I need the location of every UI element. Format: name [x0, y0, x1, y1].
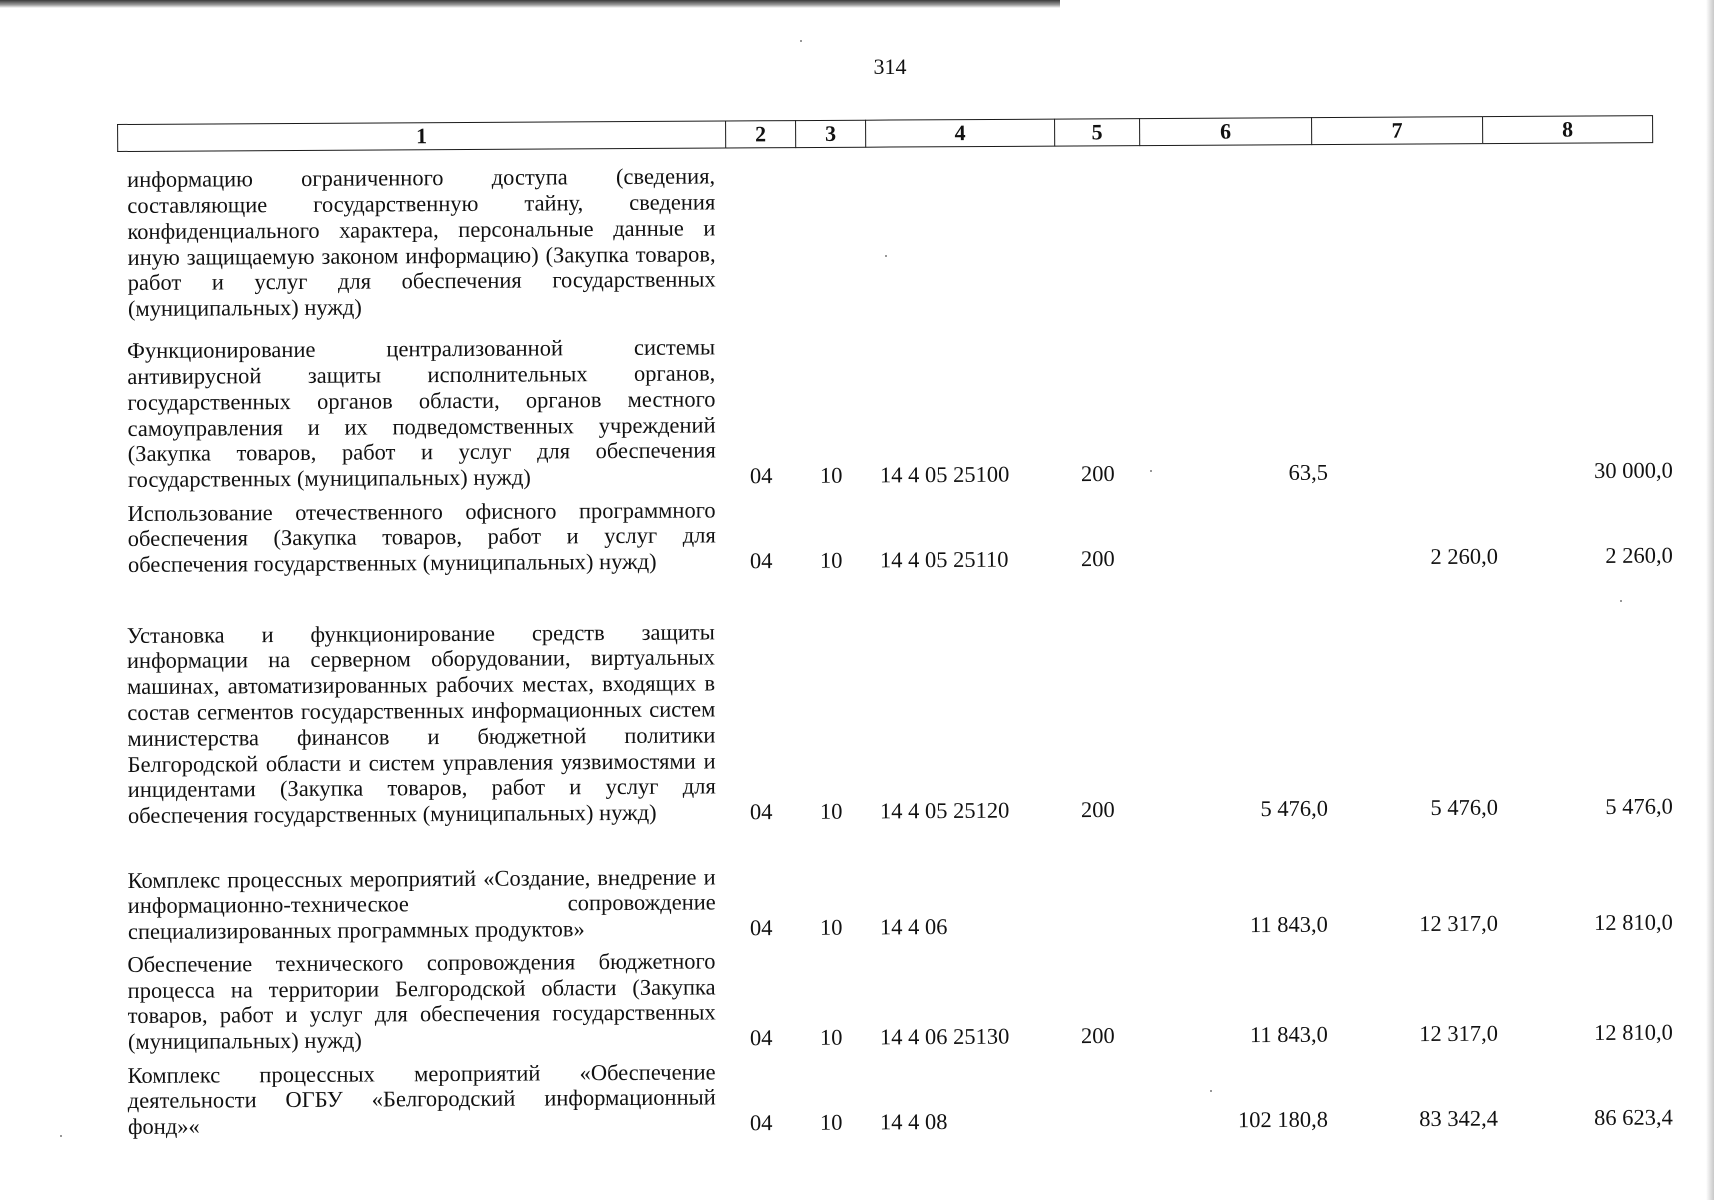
- row-description: Комплекс процессных мероприятий «Обеспечение деятельности ОГБУ «Белгородский информационный фонд»«: [127, 1059, 716, 1140]
- cell-section: 04: [749, 799, 773, 825]
- cell-amount-col7: 12 317,0: [1419, 910, 1498, 937]
- header-col-2: 2: [725, 120, 795, 148]
- cell-amount-col8: 12 810,0: [1594, 1019, 1673, 1046]
- scan-speck: [60, 1135, 62, 1137]
- cell-amount-col8: 2 260,0: [1605, 542, 1673, 569]
- cell-amount-col6: [1198, 571, 1328, 572]
- cell-amount-col8: 86 623,4: [1594, 1104, 1673, 1131]
- cell-amount-col7: 5 476,0: [1430, 794, 1498, 821]
- header-col-6: 6: [1139, 117, 1311, 146]
- scan-speck: [800, 40, 802, 42]
- scan-speck: [885, 255, 887, 257]
- cell-section: 04: [749, 915, 773, 941]
- cell-subsection: 10: [819, 462, 843, 488]
- cell-expense-type: 200: [1080, 797, 1115, 823]
- cell-target-article: 14 4 05 25120: [879, 797, 1010, 824]
- cell-subsection: 10: [819, 1109, 843, 1135]
- cell-target-article: 14 4 05 25100: [879, 461, 1010, 488]
- cell-amount-col6: 11 843,0: [1249, 1021, 1328, 1048]
- table-row: [127, 150, 1688, 322]
- cell-target-article: 14 4 06 25130: [879, 1023, 1010, 1050]
- scan-speck: [1210, 1090, 1212, 1092]
- table-row: [128, 490, 1688, 578]
- header-col-1: 1: [117, 120, 725, 152]
- row-description: Установка и функционирование средств защиты информации на серверном оборудовании, виртуальных машинах, автоматизированных рабочих местах, входящих в состав сегментов государственных информационных систем министерства финансов и бюджетной политики Белгородской области и систем управления уязвимостями и инцидентами (Закупка товаров, работ и услуг для обеспечения государственных (муниципальных) нужд): [126, 619, 716, 829]
- cell-target-article: 14 4 05 25110: [879, 546, 1009, 573]
- cell-subsection: 10: [819, 547, 843, 573]
- header-col-4: 4: [865, 119, 1054, 148]
- scan-speck: [1150, 470, 1152, 472]
- cell-amount-col7: 12 317,0: [1419, 1020, 1498, 1047]
- cell-section: 04: [749, 548, 773, 574]
- cell-amount-col8: 5 476,0: [1605, 793, 1673, 820]
- cell-section: 04: [749, 1025, 773, 1051]
- table-row: [127, 321, 1688, 493]
- cell-amount-col6: 63,5: [1288, 459, 1328, 486]
- header-col-7: 7: [1311, 116, 1482, 145]
- row-description: Обеспечение технического сопровождения бюджетного процесса на территории Белгородской области (Закупка товаров, работ и услуг для обеспечения государственных (муниципальных) нужд): [127, 948, 716, 1055]
- cell-subsection: 10: [819, 914, 843, 940]
- cell-subsection: 10: [819, 1024, 843, 1050]
- header-col-5: 5: [1054, 118, 1139, 146]
- cell-section: 04: [749, 463, 773, 489]
- table-row: [127, 826, 1688, 945]
- cell-section: 04: [749, 1110, 773, 1136]
- cell-target-article: 14 4 08: [879, 1109, 948, 1135]
- cell-amount-col6: 11 843,0: [1249, 911, 1328, 938]
- header-col-3: 3: [795, 120, 865, 148]
- header-col-8: 8: [1482, 115, 1653, 144]
- row-description: информацию ограниченного доступа (сведения, составляющие государственную тайну, сведения конфиденциального характера, персональные данные и иную защищаемую законом информацию) (Закупка товаров, работ и услуг для обеспечения государственных (муниципальных) нужд): [127, 163, 716, 322]
- table-row: [128, 1052, 1688, 1140]
- cell-expense-type: 200: [1080, 546, 1115, 572]
- cell-subsection: 10: [819, 798, 843, 824]
- row-description: Использование отечественного офисного программного обеспечения (Закупка товаров, работ и услуг для обеспечения государственных (муниципальных) нужд): [127, 497, 716, 578]
- cell-amount-col6: 102 180,8: [1237, 1106, 1328, 1133]
- scan-speck: [1620, 600, 1622, 602]
- cell-expense-type: 200: [1080, 461, 1115, 487]
- cell-target-article: 14 4 06: [879, 914, 948, 940]
- row-description: Функционирование централизованной системы антивирусной защиты исполнительных органов, государственных органов области, органов местного самоуправления и их подведомственных учреждений (Закупка товаров, работ и услуг для обеспечения государственных (муниципальных) нужд): [127, 334, 716, 493]
- cell-amount-col7: 2 260,0: [1430, 543, 1498, 570]
- cell-amount-col7: 83 342,4: [1419, 1105, 1498, 1132]
- page-number: 314: [873, 54, 907, 79]
- cell-amount-col8: 12 810,0: [1594, 909, 1673, 936]
- table-row: [126, 573, 1687, 829]
- cell-amount-col7: [1368, 485, 1498, 486]
- row-description: Комплекс процессных мероприятий «Создание, внедрение и информационно-техническое сопровождение специализированных программных продуктов»: [127, 864, 716, 945]
- table-row: [127, 942, 1688, 1055]
- cell-expense-type: 200: [1080, 1023, 1115, 1049]
- cell-amount-col6: 5 476,0: [1260, 795, 1328, 822]
- cell-amount-col8: 30 000,0: [1594, 457, 1673, 484]
